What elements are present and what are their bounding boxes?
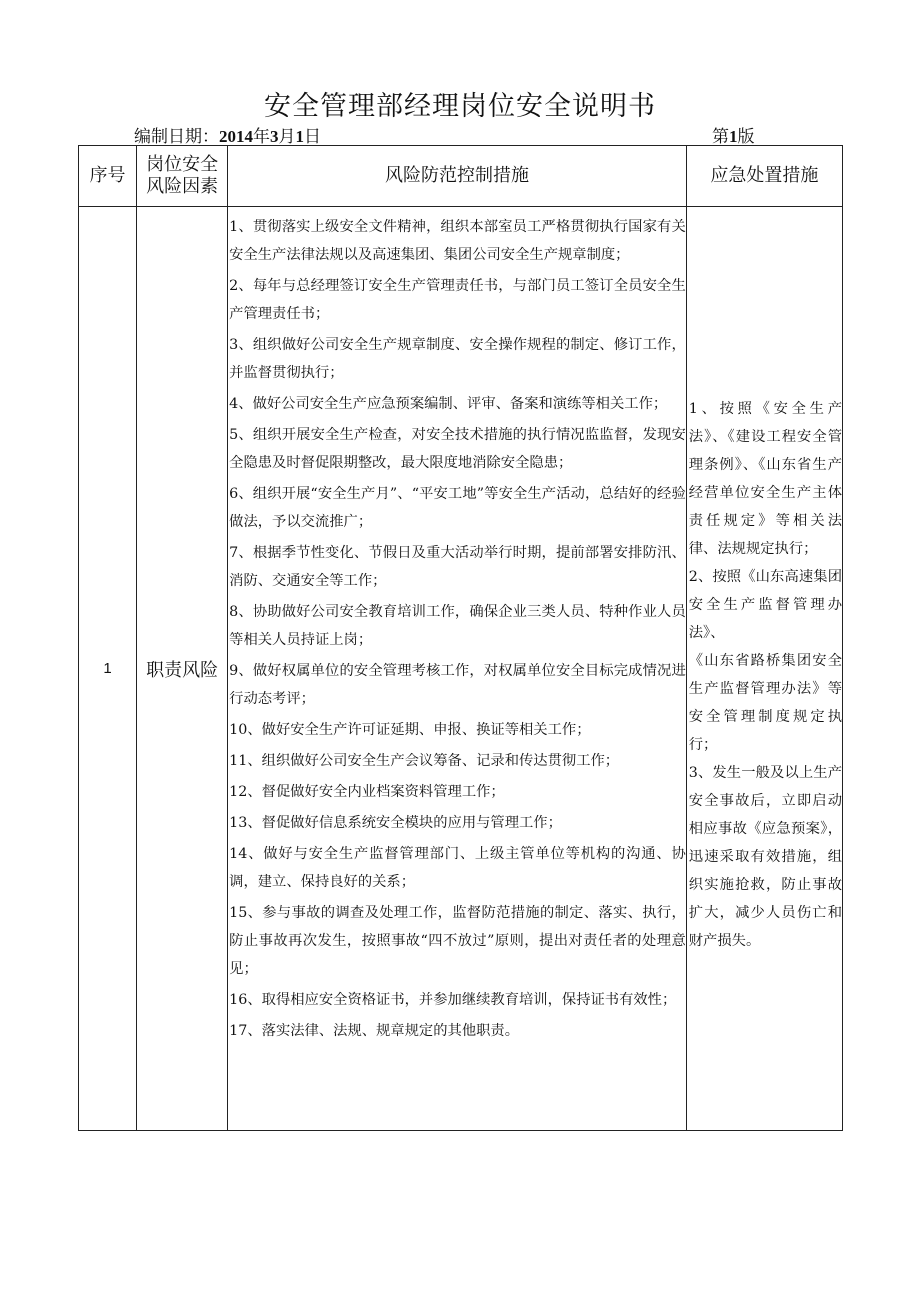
version-number: 1	[729, 127, 738, 146]
header-emergency-measures: 应急处置措施	[686, 146, 842, 207]
row-number: 1	[79, 207, 137, 1131]
table-header-row	[79, 146, 843, 207]
version-suffix: 版	[737, 127, 755, 147]
list-item: 5、组织开展安全生产检查，对安全技术措施的执行情况监监督，发现安全隐患及时督促限期整改，最大限度地消除安全隐患；	[229, 427, 686, 471]
list-item: 14、做好与安全生产监督管理部门、上级主管单位等机构的沟通、协调，建立、保持良好的关系；	[229, 846, 686, 890]
header-risk-factor: 岗位安全风险因素	[137, 146, 228, 207]
list-item: 《山东省路桥集团安全生产监督管理办法》等安全管理制度规定执行；	[688, 653, 842, 753]
version-prefix: 第	[712, 127, 729, 147]
version-label	[712, 122, 755, 147]
list-item: 15、参与事故的调查及处理工作，监督防范措施的制定、落实、执行，防止事故再次发生，按照事故“四不放过”原则，提出对责任者的处理意见；	[229, 905, 686, 977]
date-year-unit: 年	[253, 127, 270, 147]
date-day-unit: 日	[304, 127, 321, 147]
list-item: 3、发生一般及以上生产安全事故后，立即启动相应事故《应急预案》，迅速采取有效措施，组织实施抢救，防止事故扩大，减少人员伤亡和财产损失。	[688, 765, 842, 949]
control-measures-list	[228, 207, 686, 1045]
list-item: 13、督促做好信息系统安全模块的应用与管理工作；	[229, 815, 562, 831]
row-risk-factor: 职责风险	[137, 207, 228, 1131]
list-item: 7、根据季节性变化、节假日及重大活动举行时期，提前部署安排防汛、消防、交通安全等工作；	[229, 545, 686, 589]
date-day: 1	[295, 127, 304, 146]
compile-date	[134, 122, 321, 147]
list-item: 17、落实法律、法规、规章规定的其他职责。	[229, 1023, 520, 1039]
date-month-unit: 月	[278, 127, 296, 147]
list-item: 12、督促做好安全内业档案资料管理工作；	[229, 784, 505, 800]
document-title: 安全管理部经理岗位安全说明书	[264, 91, 656, 122]
control-measures-cell	[228, 207, 687, 1131]
date-year: 2014	[219, 127, 253, 146]
list-item: 6、组织开展“安全生产月”、“平安工地”等安全生产活动，总结好的经验做法，予以交流推广；	[229, 486, 686, 530]
list-item: 10、做好安全生产许可证延期、申报、换证等相关工作；	[229, 722, 591, 738]
header-no: 序号	[79, 146, 137, 207]
date-label: 编制日期：	[134, 127, 219, 147]
header-control-measures: 风险防范控制措施	[228, 146, 687, 207]
list-item: 1、贯彻落实上级安全文件精神，组织本部室员工严格贯彻执行国家有关安全生产法律法规以及高速集团、集团公司安全生产规章制度；	[229, 219, 686, 263]
list-item: 1、按照《安全生产法》、《建设工程安全管理条例》、《山东省生产经营单位安全生产主体责任规定》等相关法律、法规规定执行；	[688, 401, 842, 557]
list-item: 2、按照《山东高速集团安全生产监督管理办法》、	[688, 569, 842, 641]
list-item: 2、每年与总经理签订安全生产管理责任书，与部门员工签订全员安全生产管理责任书；	[229, 278, 686, 322]
table-row	[79, 207, 843, 1131]
list-item: 8、协助做好公司安全教育培训工作，确保企业三类人员、特种作业人员等相关人员持证上岗；	[229, 604, 686, 648]
list-item: 3、组织做好公司安全生产规章制度、安全操作规程的制定、修订工作，并监督贯彻执行；	[229, 337, 686, 381]
safety-table	[78, 145, 843, 1131]
list-item: 9、做好权属单位的安全管理考核工作，对权属单位安全目标完成情况进行动态考评；	[229, 663, 686, 707]
emergency-measures-list	[687, 207, 842, 955]
list-item: 11、组织做好公司安全生产会议筹备、记录和传达贯彻工作；	[229, 753, 620, 769]
list-item: 16、取得相应安全资格证书，并参加继续教育培训，保持证书有效性；	[229, 992, 677, 1008]
list-item: 4、做好公司安全生产应急预案编制、评审、备案和演练等相关工作；	[229, 396, 668, 412]
date-month: 3	[270, 127, 279, 146]
emergency-measures-cell	[686, 207, 842, 1131]
